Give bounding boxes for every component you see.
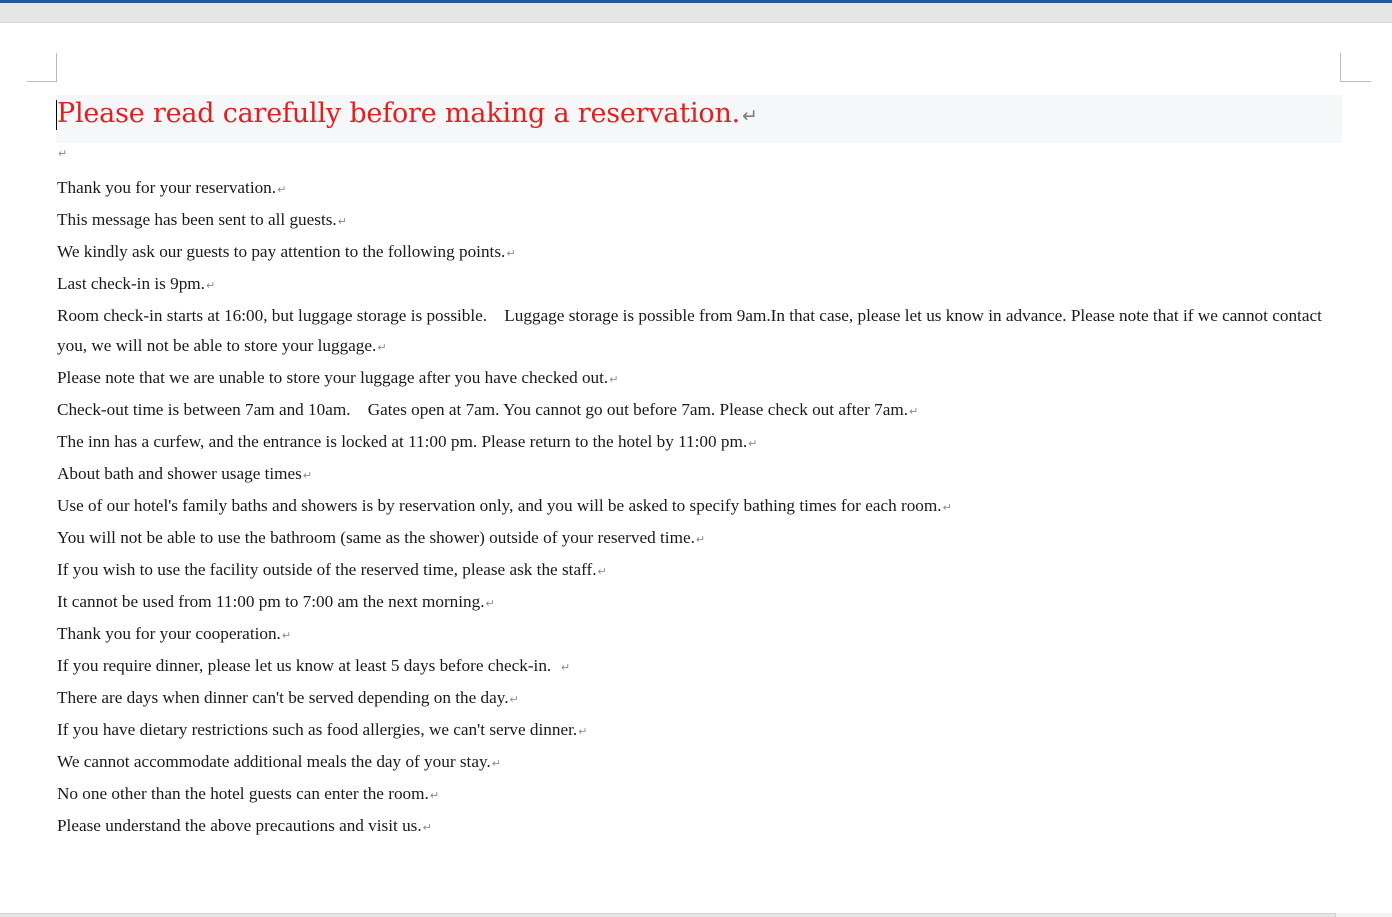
body-paragraph[interactable] (57, 811, 1343, 843)
paragraph-mark-icon: ↵ (491, 757, 501, 770)
paragraph-text: If you have dietary restrictions such as food allergies, we can't serve dinner. (57, 720, 578, 739)
paragraph-text: It cannot be used from 11:00 pm to 7:00 am the next morning. (57, 592, 485, 611)
scroll-corner (1335, 913, 1392, 917)
body-paragraph[interactable] (57, 173, 1343, 205)
body-paragraph[interactable] (57, 587, 1343, 619)
paragraph-mark-icon: ↵ (509, 693, 519, 706)
paragraph-mark-icon: ↵ (58, 147, 68, 160)
paragraph-text: If you require dinner, please let us know at least 5 days before check-in. (57, 656, 560, 675)
paragraph-text: Use of our hotel's family baths and showers is by reservation only, and you will be asked to specify bathing times for each room. (57, 496, 942, 515)
paragraph-mark-icon: ↵ (429, 789, 440, 802)
body-paragraph[interactable] (57, 491, 1343, 523)
paragraph-text: Please note that we are unable to store your luggage after you have checked out. (57, 368, 609, 387)
paragraph-mark-icon: ↵ (485, 597, 495, 610)
paragraph-text: Thank you for your cooperation. (57, 624, 281, 643)
text-cursor (56, 100, 57, 130)
body-paragraph[interactable] (57, 747, 1343, 779)
body-paragraph[interactable] (57, 269, 1343, 301)
body-paragraph[interactable] (57, 523, 1343, 555)
paragraph-mark-icon: ↵ (337, 215, 347, 228)
paragraph-mark-icon: ↵ (560, 661, 571, 674)
paragraph-text: This message has been sent to all guests. (57, 210, 337, 229)
body-paragraph[interactable] (57, 651, 1343, 683)
body-paragraph[interactable] (57, 301, 1343, 363)
paragraph-text: You will not be able to use the bathroom (same as the shower) outside of your reserved time. (57, 528, 695, 547)
body-paragraph[interactable] (57, 715, 1343, 747)
paragraph-text: We cannot accommodate additional meals the day of your stay. (57, 752, 491, 771)
paragraph-mark-icon: ↵ (748, 437, 758, 450)
body-paragraph[interactable] (57, 459, 1343, 491)
document-heading[interactable] (57, 97, 758, 133)
body-paragraph[interactable] (57, 619, 1343, 651)
empty-paragraph[interactable] (57, 147, 67, 160)
paragraph-mark-icon: ↵ (302, 469, 313, 482)
body-paragraph[interactable] (57, 683, 1343, 715)
ruler-bar (0, 3, 1392, 23)
body-paragraph[interactable] (57, 555, 1343, 587)
paragraph-text: Please understand the above precautions and visit us. (57, 816, 422, 835)
paragraph-mark-icon: ↵ (909, 405, 919, 418)
paragraph-mark-icon: ↵ (742, 105, 758, 127)
body-paragraph[interactable] (57, 427, 1343, 459)
margin-corner-top-left (27, 53, 57, 82)
paragraph-text: No one other than the hotel guests can enter the room. (57, 784, 429, 803)
paragraph-mark-icon: ↵ (377, 341, 387, 354)
paragraph-mark-icon: ↵ (205, 279, 216, 292)
paragraph-mark-icon: ↵ (422, 821, 432, 834)
paragraph-mark-icon: ↵ (942, 501, 952, 514)
paragraph-text: Check-out time is between 7am and 10am. Gates open at 7am. You cannot go out before 7am. Please check out after 7am. (57, 400, 909, 419)
margin-corner-top-right (1340, 53, 1371, 82)
paragraph-mark-icon: ↵ (695, 533, 706, 546)
paragraph-text: Thank you for your reservation. (57, 178, 277, 197)
paragraph-text: The inn has a curfew, and the entrance is locked at 11:00 pm. Please return to the hotel by 11:00 pm. (57, 432, 748, 451)
body-paragraph[interactable] (57, 363, 1343, 395)
paragraph-text: We kindly ask our guests to pay attention to the following points. (57, 242, 506, 261)
body-paragraph[interactable] (57, 395, 1343, 427)
status-bar-edge (0, 913, 1392, 917)
paragraph-mark-icon: ↵ (578, 725, 588, 738)
body-paragraph[interactable] (57, 779, 1343, 811)
document-body[interactable] (57, 173, 1343, 843)
paragraph-mark-icon: ↵ (281, 629, 292, 642)
paragraph-mark-icon: ↵ (277, 183, 287, 196)
paragraph-mark-icon: ↵ (506, 247, 516, 260)
paragraph-mark-icon: ↵ (609, 373, 619, 386)
paragraph-text: There are days when dinner can't be served depending on the day. (57, 688, 509, 707)
paragraph-text: If you wish to use the facility outside of the reserved time, please ask the staff. (57, 560, 597, 579)
paragraph-text: Room check-in starts at 16:00, but luggage storage is possible. Luggage storage is possible from 9am.In that case, please let us know in advance. Please note that if we cannot contact you, we will not be able to store your luggage. (57, 306, 1327, 355)
paragraph-mark-icon: ↵ (597, 565, 607, 578)
heading-text: Please read carefully before making a reservation. (57, 98, 741, 129)
body-paragraph[interactable] (57, 237, 1343, 269)
paragraph-text: Last check-in is 9pm. (57, 274, 205, 293)
body-paragraph[interactable] (57, 205, 1343, 237)
paragraph-text: About bath and shower usage times (57, 464, 302, 483)
document-page[interactable] (0, 23, 1392, 913)
